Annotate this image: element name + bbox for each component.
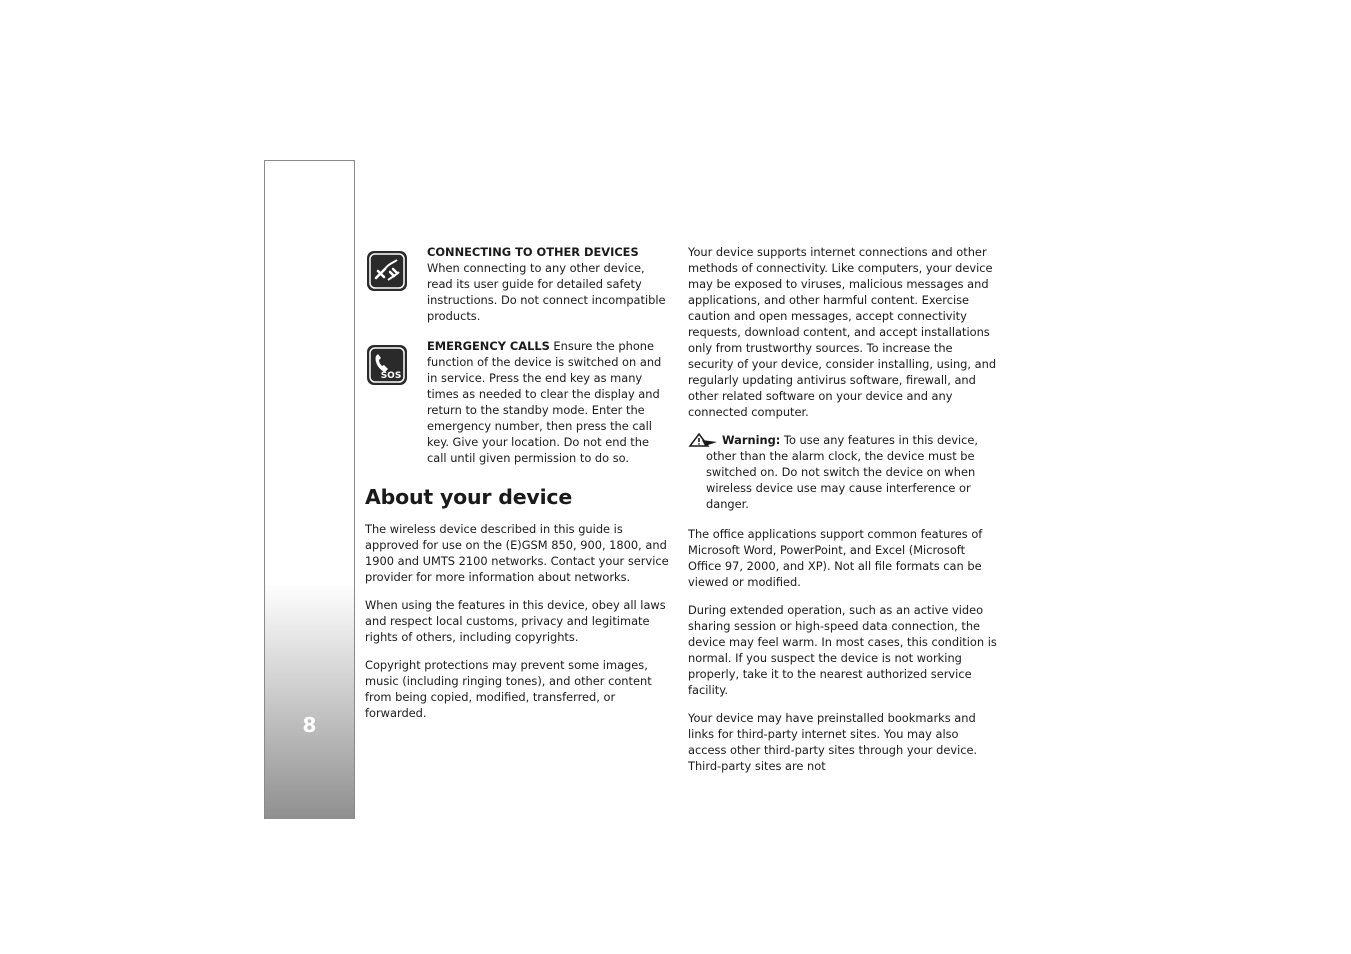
safety-text-emergency [427, 338, 670, 466]
left-column [365, 244, 670, 733]
warning-note [688, 432, 1000, 512]
sos-label: SOS [380, 371, 402, 381]
left-paragraph-3: Copyright protections may prevent some images, music (including ringing tones), and other content from being copied, modified, transferred, or forwarded. [365, 658, 652, 720]
plug-icon [366, 250, 408, 292]
safety-item-connecting [365, 244, 670, 324]
page-number: 8 [302, 713, 317, 737]
left-paragraph-1: The wireless device described in this guide is approved for use on the (E)GSM 850, 900, 1800, and 1900 and UMTS 2100 networks. Contact your service provider for more information about networks. [365, 522, 669, 584]
right-intro-paragraph: Your device supports internet connections and other methods of connectivity. Like computers, your device may be exposed to viruses, malicious messages and applications, and other harmful content. Exercise caution and open messages, accept connectivity requests, download content, and accept installations only from trustworthy sources. To increase the security of your device, consider installing, using, and regularly updating antivirus software, firewall, and other related software on your device and any connected computer. [688, 245, 997, 419]
warning-text: To use any features in this device, other than the alarm clock, the device must be switched on. Do not switch the device on when wireless device use may cause interference or danger. [706, 433, 978, 511]
right-paragraph-2: During extended operation, such as an active video sharing session or high-speed data connection, the device may feel warm. In most cases, this condition is normal. If you suspect the device is not working properly, take it to the nearest authorized service facility. [688, 603, 997, 697]
warning-triangle-icon [688, 432, 719, 448]
right-paragraph-1: The office applications support common features of Microsoft Word, PowerPoint, and Excel (Microsoft Office 97, 2000, and XP). Not all file formats can be viewed or modified. [688, 527, 983, 589]
safety-text-connecting [427, 244, 670, 324]
safety-title-connecting: CONNECTING TO OTHER DEVICES [427, 245, 639, 259]
section-title: About your device [365, 485, 573, 509]
sos-phone-icon [366, 344, 408, 386]
right-paragraph-3: Your device may have preinstalled bookmarks and links for third-party internet sites. You may also access other third-party sites through your device. Third-party sites are not [688, 711, 978, 773]
safety-title-emergency: EMERGENCY CALLS [427, 339, 550, 353]
warning-label: Warning: [722, 433, 781, 447]
page-side-tab [264, 160, 355, 819]
safety-body-emergency: Ensure the phone function of the device is switched on and in service. Press the end key as many times as needed to clear the display and return to the standby mode. Enter the emergency number, then press the call key. Give your location. Do not end the call until given permission to do so. [427, 339, 662, 465]
right-column [688, 244, 1000, 786]
safety-body-connecting: When connecting to any other device, read its user guide for detailed safety instructions. Do not connect incompatible products. [427, 261, 666, 323]
left-paragraph-2: When using the features in this device, obey all laws and respect local customs, privacy and legitimate rights of others, including copyrights. [365, 598, 666, 644]
safety-item-emergency [365, 338, 670, 466]
